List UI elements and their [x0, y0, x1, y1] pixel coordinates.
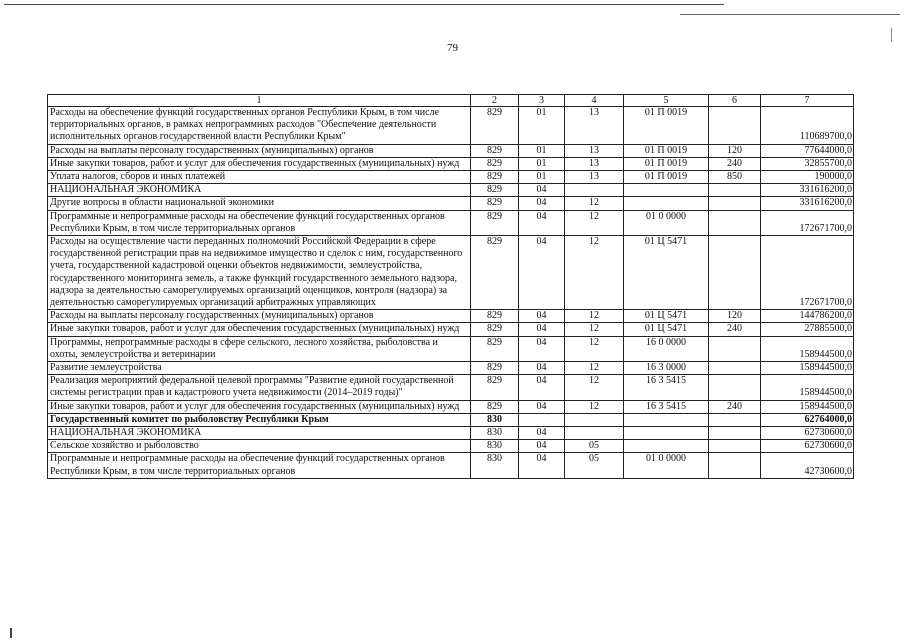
expense-type-code — [709, 427, 761, 440]
admin-code: 829 — [471, 362, 519, 375]
admin-code: 829 — [471, 336, 519, 361]
subsection-code: 12 — [565, 310, 624, 323]
section-code: 04 — [519, 362, 565, 375]
row-description: Расходы на выплаты персоналу государственных (муниципальных) органов — [48, 310, 471, 323]
expense-type-code — [709, 440, 761, 453]
admin-code: 829 — [471, 171, 519, 184]
row-description: Расходы на осуществление части переданных полномочий Российской Федерации в сфере государственной регистрации прав на недвижимое имущество и сделок с ним, государственного учета, государственной кадастровой оценки объектов недвижимости, землеустройства, государственного мониторинга земель, а также функций государственного земельного надзора, надзора за деятельностью саморегулируемых организаций оценщиков, контроля (надзора) за деятельностью саморегулируемых организаций арбитражных управляющих — [48, 236, 471, 310]
row-description: НАЦИОНАЛЬНАЯ ЭКОНОМИКА — [48, 427, 471, 440]
table-row — [48, 362, 854, 375]
target-article-code: 01 П 0019 — [624, 171, 709, 184]
subsection-code: 12 — [565, 400, 624, 413]
subsection-code — [565, 413, 624, 426]
table-row — [48, 210, 854, 235]
table-row — [48, 184, 854, 197]
admin-code: 830 — [471, 427, 519, 440]
subsection-code: 05 — [565, 440, 624, 453]
subsection-code: 13 — [565, 157, 624, 170]
table-row — [48, 144, 854, 157]
section-code: 04 — [519, 236, 565, 310]
expense-type-code: 850 — [709, 171, 761, 184]
row-description: Расходы на выплаты персоналу государственных (муниципальных) органов — [48, 144, 471, 157]
admin-code: 829 — [471, 400, 519, 413]
row-description: Уплата налогов, сборов и иных платежей — [48, 171, 471, 184]
admin-code: 829 — [471, 157, 519, 170]
row-amount: 158944500,0 — [761, 400, 854, 413]
target-article-code: 01 П 0019 — [624, 144, 709, 157]
target-article-code: 16 3 0000 — [624, 362, 709, 375]
table-row — [48, 171, 854, 184]
table-body — [48, 107, 854, 479]
target-article-code: 16 3 5415 — [624, 400, 709, 413]
row-description: Иные закупки товаров, работ и услуг для обеспечения государственных (муниципальных) нужд — [48, 400, 471, 413]
target-article-code — [624, 427, 709, 440]
column-header: 2 — [471, 95, 519, 107]
column-header: 1 — [48, 95, 471, 107]
target-article-code — [624, 184, 709, 197]
section-code: 01 — [519, 157, 565, 170]
subsection-code: 12 — [565, 236, 624, 310]
admin-code: 829 — [471, 184, 519, 197]
row-amount: 331616200,0 — [761, 197, 854, 210]
row-amount: 158944500,0 — [761, 375, 854, 400]
target-article-code: 01 Ц 5471 — [624, 236, 709, 310]
row-amount: 62730600,0 — [761, 427, 854, 440]
row-description: Иные закупки товаров, работ и услуг для обеспечения государственных (муниципальных) нужд — [48, 323, 471, 336]
subsection-code: 12 — [565, 336, 624, 361]
table-row — [48, 427, 854, 440]
section-code: 04 — [519, 323, 565, 336]
row-description: Расходы на обеспечение функций государственных органов Республики Крым, в том числе территориальных органов, в рамках непрограммных расходов "Обеспечение деятельности исполнительных органов государственной власти Республики Крым" — [48, 107, 471, 145]
admin-code: 830 — [471, 453, 519, 478]
expense-type-code — [709, 375, 761, 400]
subsection-code: 13 — [565, 107, 624, 145]
row-amount: 110689700,0 — [761, 107, 854, 145]
admin-code: 829 — [471, 375, 519, 400]
table-row — [48, 400, 854, 413]
admin-code: 829 — [471, 197, 519, 210]
target-article-code: 16 0 0000 — [624, 336, 709, 361]
margin-mark-bottom — [10, 628, 12, 638]
target-article-code: 16 3 5415 — [624, 375, 709, 400]
table-row — [48, 336, 854, 361]
table-row — [48, 323, 854, 336]
expense-type-code — [709, 413, 761, 426]
target-article-code — [624, 197, 709, 210]
subsection-code — [565, 184, 624, 197]
section-code: 04 — [519, 427, 565, 440]
table-row — [48, 413, 854, 426]
row-description: Программы, непрограммные расходы в сфере сельского, лесного хозяйства, рыболовства и охоты, землеустройства и ветеринарии — [48, 336, 471, 361]
row-amount: 32855700,0 — [761, 157, 854, 170]
subsection-code: 12 — [565, 323, 624, 336]
page-number: 79 — [447, 42, 458, 54]
admin-code: 830 — [471, 413, 519, 426]
row-amount: 144786200,0 — [761, 310, 854, 323]
expense-type-code: 240 — [709, 157, 761, 170]
expense-type-code — [709, 197, 761, 210]
column-header: 4 — [565, 95, 624, 107]
row-description: НАЦИОНАЛЬНАЯ ЭКОНОМИКА — [48, 184, 471, 197]
target-article-code: 01 Ц 5471 — [624, 323, 709, 336]
section-code: 04 — [519, 440, 565, 453]
top-border-line-right — [680, 14, 900, 15]
subsection-code: 13 — [565, 144, 624, 157]
section-code — [519, 413, 565, 426]
table-row — [48, 440, 854, 453]
table-row — [48, 375, 854, 400]
expense-type-code — [709, 336, 761, 361]
top-border-line — [4, 4, 724, 5]
table-row — [48, 157, 854, 170]
table-row — [48, 236, 854, 310]
admin-code: 829 — [471, 310, 519, 323]
subsection-code — [565, 427, 624, 440]
expense-type-code: 240 — [709, 400, 761, 413]
expense-type-code — [709, 236, 761, 310]
expense-type-code — [709, 362, 761, 375]
row-description: Государственный комитет по рыболовству Республики Крым — [48, 413, 471, 426]
target-article-code — [624, 440, 709, 453]
budget-table — [47, 94, 854, 479]
section-code: 04 — [519, 197, 565, 210]
section-code: 04 — [519, 336, 565, 361]
row-amount: 172671700,0 — [761, 210, 854, 235]
row-description: Программные и непрограммные расходы на обеспечение функций государственных органов Республики Крым, в том числе территориальных органов — [48, 210, 471, 235]
subsection-code: 12 — [565, 375, 624, 400]
expense-type-code — [709, 107, 761, 145]
expense-type-code: 120 — [709, 144, 761, 157]
section-code: 04 — [519, 400, 565, 413]
row-amount: 77644000,0 — [761, 144, 854, 157]
row-amount: 62730600,0 — [761, 440, 854, 453]
table-header-row — [48, 95, 854, 107]
expense-type-code — [709, 184, 761, 197]
expense-type-code — [709, 453, 761, 478]
column-header: 3 — [519, 95, 565, 107]
row-description: Развитие землеустройства — [48, 362, 471, 375]
admin-code: 829 — [471, 210, 519, 235]
margin-mark — [891, 28, 892, 42]
target-article-code: 01 0 0000 — [624, 210, 709, 235]
section-code: 04 — [519, 184, 565, 197]
column-header: 5 — [624, 95, 709, 107]
section-code: 01 — [519, 171, 565, 184]
section-code: 04 — [519, 453, 565, 478]
expense-type-code: 120 — [709, 310, 761, 323]
row-description: Иные закупки товаров, работ и услуг для обеспечения государственных (муниципальных) нужд — [48, 157, 471, 170]
row-amount: 158944500,0 — [761, 336, 854, 361]
column-header: 7 — [761, 95, 854, 107]
row-amount: 331616200,0 — [761, 184, 854, 197]
subsection-code: 13 — [565, 171, 624, 184]
target-article-code: 01 0 0000 — [624, 453, 709, 478]
section-code: 01 — [519, 107, 565, 145]
target-article-code — [624, 413, 709, 426]
column-header: 6 — [709, 95, 761, 107]
target-article-code: 01 Ц 5471 — [624, 310, 709, 323]
table-row — [48, 453, 854, 478]
row-description: Программные и непрограммные расходы на обеспечение функций государственных органов Республики Крым, в том числе территориальных органов — [48, 453, 471, 478]
section-code: 01 — [519, 144, 565, 157]
row-amount: 190000,0 — [761, 171, 854, 184]
row-amount: 27885500,0 — [761, 323, 854, 336]
target-article-code: 01 П 0019 — [624, 107, 709, 145]
section-code: 04 — [519, 375, 565, 400]
subsection-code: 05 — [565, 453, 624, 478]
admin-code: 830 — [471, 440, 519, 453]
subsection-code: 12 — [565, 362, 624, 375]
table-row — [48, 107, 854, 145]
row-amount: 158944500,0 — [761, 362, 854, 375]
row-amount: 42730600,0 — [761, 453, 854, 478]
section-code: 04 — [519, 210, 565, 235]
admin-code: 829 — [471, 323, 519, 336]
admin-code: 829 — [471, 107, 519, 145]
expense-type-code: 240 — [709, 323, 761, 336]
subsection-code: 12 — [565, 197, 624, 210]
subsection-code: 12 — [565, 210, 624, 235]
expense-type-code — [709, 210, 761, 235]
row-description: Сельское хозяйство и рыболовство — [48, 440, 471, 453]
row-description: Реализация мероприятий федеральной целевой программы "Развитие единой государственной системы регистрации прав и кадастрового учета недвижимости (2014–2019 годы)" — [48, 375, 471, 400]
admin-code: 829 — [471, 236, 519, 310]
admin-code: 829 — [471, 144, 519, 157]
row-description: Другие вопросы в области национальной экономики — [48, 197, 471, 210]
target-article-code: 01 П 0019 — [624, 157, 709, 170]
table-row — [48, 310, 854, 323]
section-code: 04 — [519, 310, 565, 323]
row-amount: 172671700,0 — [761, 236, 854, 310]
row-amount: 62764000,0 — [761, 413, 854, 426]
table-row — [48, 197, 854, 210]
